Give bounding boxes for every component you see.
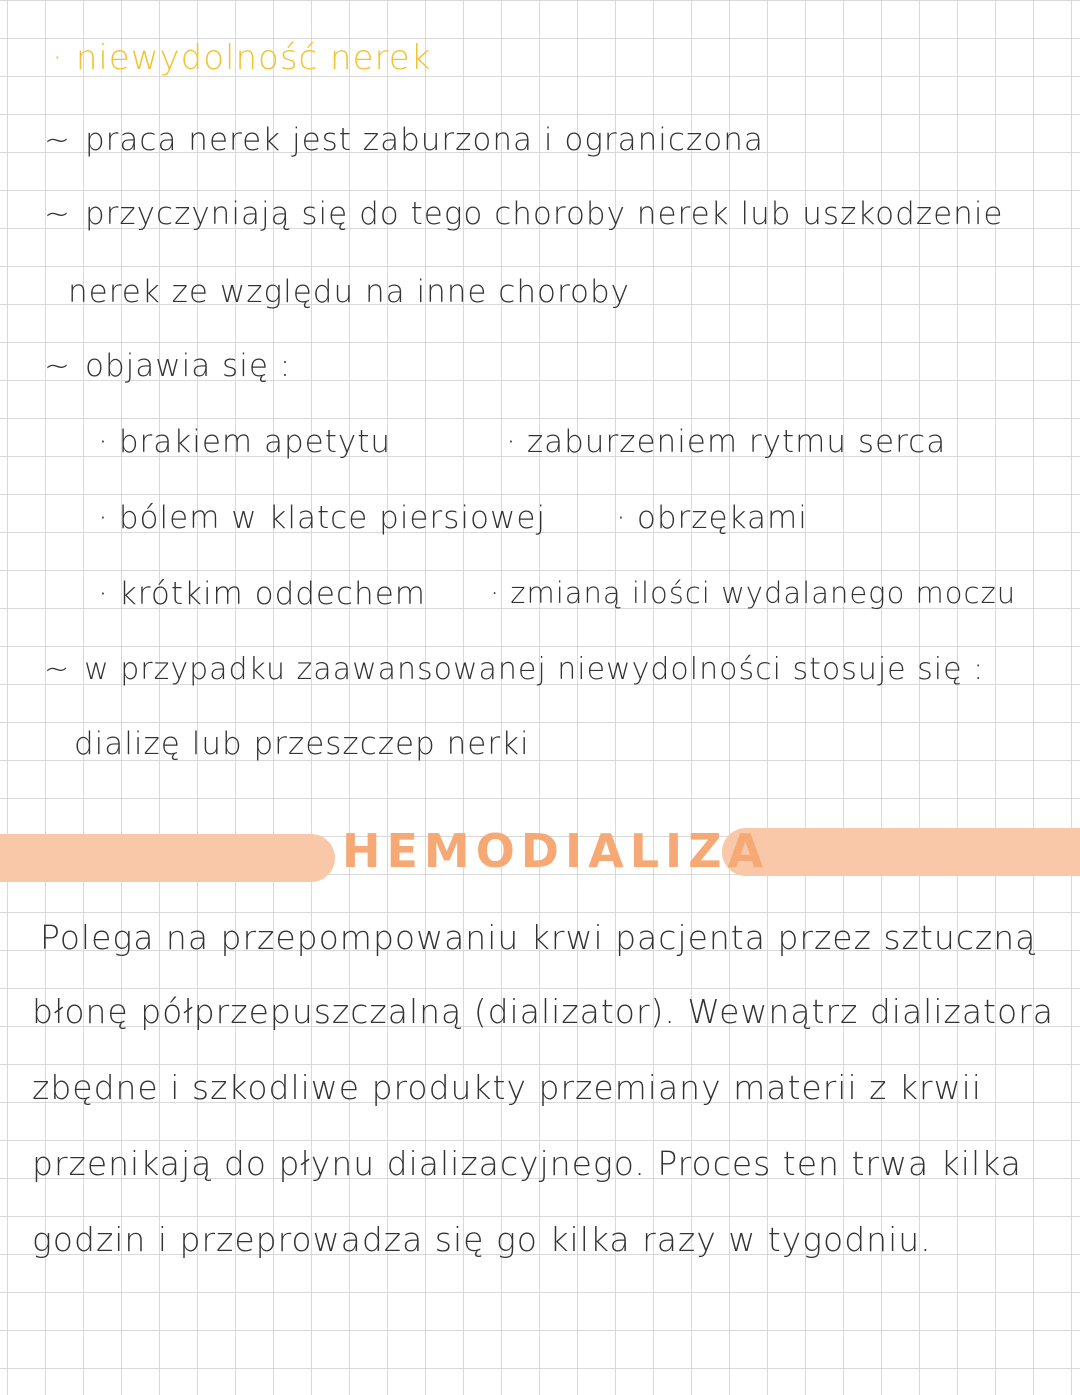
bullet-continuation (68, 274, 630, 310)
symptom-item (98, 500, 546, 536)
symptom-text: zmianą ilości wydalanego moczu (510, 576, 1017, 610)
symptom-text: zaburzeniem rytmu serca (526, 424, 947, 460)
symptom-item (98, 576, 426, 612)
tilde-bullet: ~ (44, 122, 71, 158)
symptom-item (506, 424, 946, 460)
dot-bullet: · (98, 500, 109, 536)
symptom-text: brakiem apetytu (118, 424, 392, 460)
symptom-item (490, 576, 1016, 610)
bullet-text: przyczyniają się do tego choroby nerek lub uszkodzenie (84, 196, 1004, 232)
paragraph-line: błonę półprzepuszczalną (dializator). Wewnątrz dializatora (32, 992, 1054, 1031)
paragraph-line: zbędne i szkodliwe produkty przemiany materii z krwii (32, 1068, 982, 1107)
bullet-line (44, 196, 1004, 232)
bullet-text: dializę lub przeszczep nerki (74, 726, 530, 762)
symptom-item (616, 500, 808, 536)
paragraph-line: przenikają do płynu dializacyjnego. Proces ten trwa kilka (32, 1144, 1022, 1183)
bullet-continuation (74, 726, 530, 762)
dot-bullet: · (616, 500, 627, 536)
dot-bullet: · (506, 424, 517, 460)
tilde-bullet: ~ (44, 196, 71, 232)
bullet-line (44, 122, 764, 158)
dot-bullet: · (98, 424, 109, 460)
symptom-text: krótkim oddechem (118, 576, 426, 612)
bullet-text: objawia się : (84, 348, 292, 384)
section-title: HEMODIALIZA (342, 824, 770, 878)
bullet-text: nerek ze względu na inne choroby (68, 274, 630, 310)
bullet-line (44, 652, 984, 687)
bullet-line (44, 348, 291, 384)
section-heading (52, 38, 431, 78)
symptom-text: bólem w klatce piersiowej (118, 500, 547, 536)
tilde-bullet: ~ (44, 348, 71, 384)
banner-stripe-right (722, 828, 1080, 876)
dot-bullet: · (98, 576, 109, 612)
paragraph-line: godzin i przeprowadza się go kilka razy w tygodniu. (32, 1220, 932, 1259)
tilde-bullet: ~ (44, 652, 71, 687)
symptom-text: obrzękami (636, 500, 808, 536)
heading-bullet: · (52, 38, 64, 78)
symptom-item (98, 424, 391, 460)
dot-bullet: · (490, 576, 501, 610)
banner-stripe-left (0, 834, 335, 882)
bullet-text: praca nerek jest zaburzona i ograniczona (84, 122, 764, 158)
heading-text: niewydolność nerek (75, 38, 432, 78)
paragraph-line: Polega na przepompowaniu krwi pacjenta przez sztuczną (40, 918, 1037, 957)
bullet-text: w przypadku zaawansowanej niewydolności stosuje się : (84, 652, 985, 687)
